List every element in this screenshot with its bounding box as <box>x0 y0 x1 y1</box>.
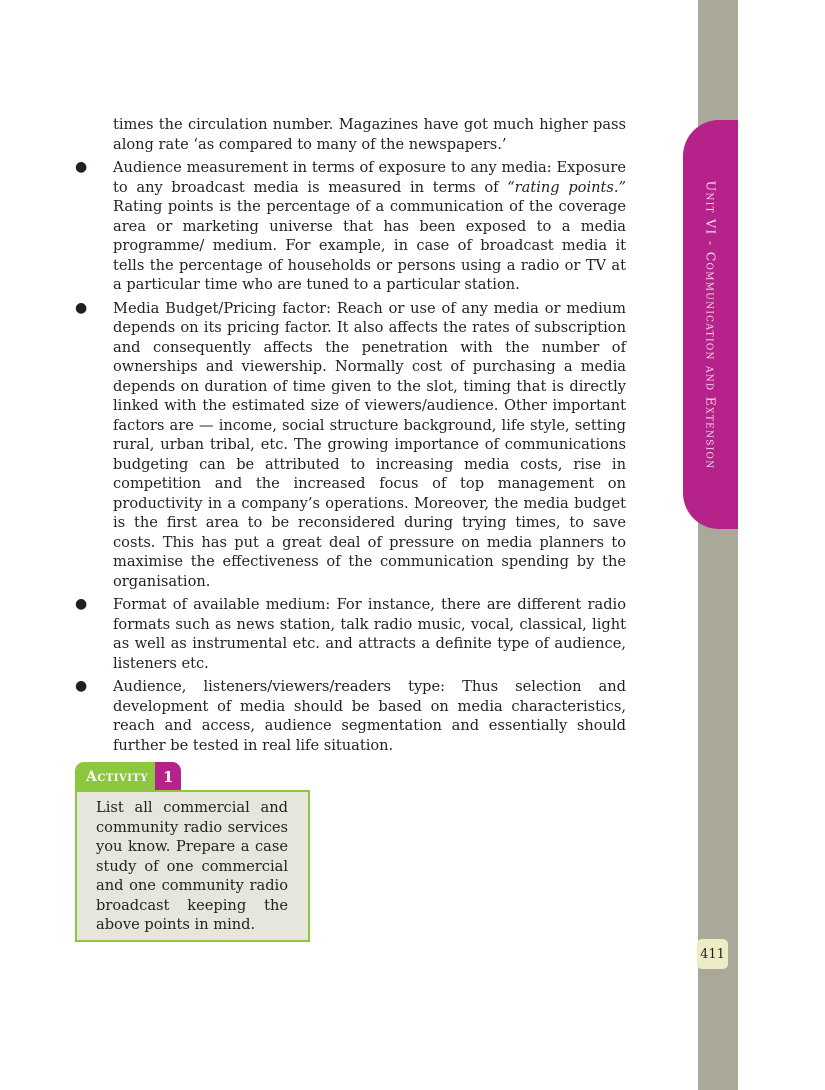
activity-box <box>75 790 310 942</box>
bullet-item-audience-type <box>75 677 626 755</box>
activity-text: List all commercial and community radio services you know. Prepare a case study of one commercial and one community radio broadcast keeping the above points in mind. <box>96 799 288 933</box>
bullet-icon: ● <box>75 596 88 612</box>
activity-number: 1 <box>155 762 181 791</box>
bullet-icon: ● <box>75 159 88 175</box>
page-number: 411 <box>697 939 728 969</box>
activity-label: Activity <box>75 762 155 791</box>
bullet-item-audience-measurement <box>75 158 626 295</box>
intro-continuation: times the circulation number. Magazines have got much higher pass along rate ‘as compared to many of the newspapers.’ <box>113 116 626 153</box>
bullet-text: Media Budget/Pricing factor: Reach or use of any media or medium depends on its pricing factor. It also affects the rates of subscription and consequently affects the penetration with the number of ownerships and viewership. Normally cost of purchasing a media depends on duration of time given to the slot, timing that is directly linked with the estimated size of viewers/audience. Other important factors are — income, social structure background, life style, setting rural, urban tribal, etc. The growing importance of communications budgeting can be attributed to increasing media costs, rise in competition and the increased focus of top management on productivity in a company’s operations. Moreover, the media budget is the first area to be reconsidered during trying times, to save costs. This has put a great deal of pressure on media planners to maximise the effectiveness of the communication spending by the organisation. <box>113 299 626 590</box>
unit-label: Unit VI - Communication and Extension <box>703 180 719 470</box>
activity-header <box>75 762 181 791</box>
body-text <box>75 115 626 759</box>
bullet-icon: ● <box>75 299 88 316</box>
bullet-text-part: Rating points is the percentage of a communication of the coverage area or marketing universe that has been exposed to a media programme/ medium. For example, in case of broadcast media it tells the percentage of households or persons using a radio or TV at a particular time who are tuned to a particular station. <box>113 198 626 293</box>
bullet-item-format <box>75 595 626 673</box>
bullet-text: Format of available medium: For instance, there are different radio formats such as news station, talk radio music, vocal, classical, light as well as instrumental etc. and attracts a definite type of audience, listeners etc. <box>113 596 626 672</box>
bullet-icon: ● <box>75 678 88 694</box>
rating-points-emphasis: “rating points.” <box>507 178 626 196</box>
bullet-text-part: Audience measurement in terms of exposure to any media: Exposure to any broadcast media is measured in terms of <box>113 159 626 196</box>
bullet-item-media-budget <box>75 299 626 592</box>
bullet-text: Audience, listeners/viewers/readers type: Thus selection and development of media should be based on media characteristics, reach and access, audience segmentation and essentially should further be tested in real life situation. <box>113 678 626 754</box>
